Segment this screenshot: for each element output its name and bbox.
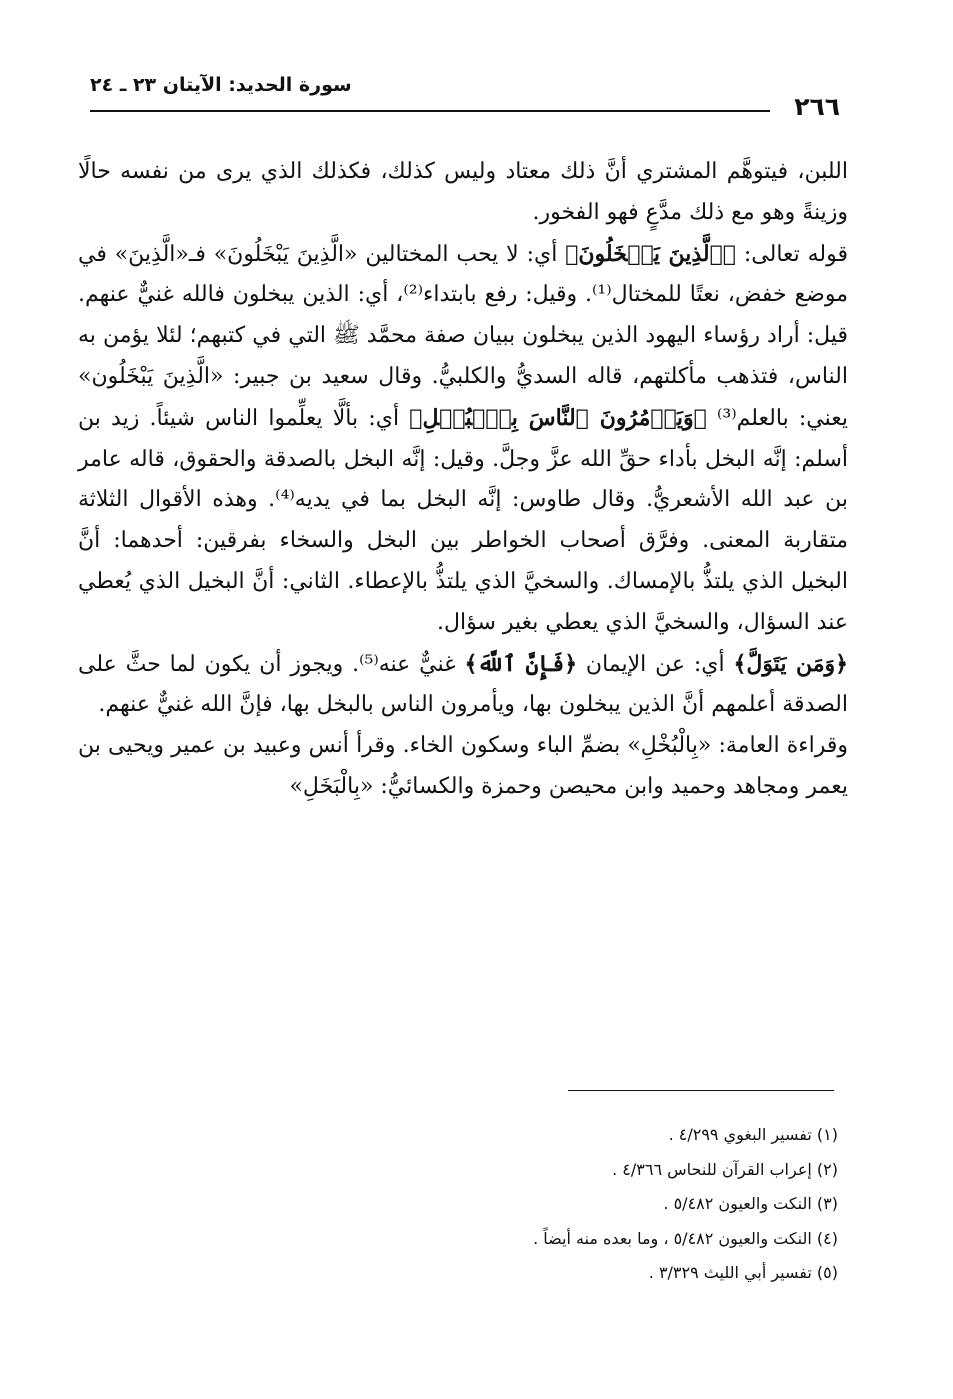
footnote: (١) تفسير البغوي ٤/٢٩٩ . (668, 1125, 838, 1144)
paragraph-3-text: أي: عن الإيمان (577, 651, 734, 677)
paragraph-2 (78, 234, 848, 644)
paragraph-3 (78, 644, 848, 727)
paragraph-3-text-cont: غنيٌّ عنه⁽⁵⁾. ويجوز أن يكون لما حثَّ على الصدقة أعلمهم أنَّ الذين يبخلون بها، ويأمرون الناس بالبخل بها، فإنَّ الله غنيٌّ عنهم. (78, 651, 848, 718)
footnote-separator (568, 1090, 834, 1091)
paragraph-2-intro: قوله تعالى: (736, 241, 849, 267)
paragraph-4: وقراءة العامة: «بِالْبُخْلِ» بضمِّ الباء وسكون الخاء. وقرأ أنس وعبيد بن عمير ويحيى بن يعمر ومجاهد وحميد وابن محيصن وحمزة والكسائيُّ: «بِالْبَخَلِ» (78, 733, 848, 799)
quran-verse: ﴿فَإِنَّ ٱللَّهَ﴾ (464, 650, 578, 677)
header-rule (90, 110, 770, 112)
running-title: سورة الحديد: الآيتان ٢٣ ـ ٢٤ (90, 74, 352, 96)
paragraph-2-text: أي: لا يحب المختالين «الَّذِينَ يَبْخَلُونَ» فـ«الَّذِينَ» في موضع خفض، نعتًا للمختال⁽¹⁾. وقيل: رفع بابتداء⁽²⁾، أي: الذين يبخلون فالله غنيٌّ عنهم. قيل: أراد رؤساء اليهود الذين يبخلون ببيان صفة محمَّد ﷺ التي في كتبهم؛ لئلا يؤمن به الناس، فتذهب مأكلتهم، قاله السديُّ والكلبيُّ. وقال سعيد بن جبير: «الَّذِينَ يَبْخَلُون» يعني: بالعلم⁽³⁾ (78, 241, 849, 431)
footnotes (78, 1118, 838, 1291)
footnote: (٢) إعراب القرآن للنحاس ٤/٣٦٦ . (612, 1159, 838, 1179)
quran-verse: ﴿ٱلَّذِينَ يَبۡخَلُونَ﴾ (565, 240, 736, 267)
quran-verse: ﴿وَيَأۡمُرُونَ ٱلنَّاسَ بِٱلۡبُخۡلِ﴾ (409, 404, 707, 431)
footnote: (٤) النكت والعيون ٥/٤٨٢ ، وما بعده منه أيضاً . (533, 1228, 838, 1248)
quran-verse: ﴿وَمَن يَتَوَلَّ﴾ (733, 650, 848, 677)
page-header (60, 70, 850, 126)
page-number: ٢٦٦ (794, 92, 840, 121)
paragraph-1: اللبن، فيتوهَّم المشتري أنَّ ذلك معتاد وليس كذلك، فكذلك الذي يرى من نفسه حالًا وزينةً وهو مع ذلك مدَّعٍ فهو الفخور. (78, 159, 848, 225)
paragraph-2-text-cont: أي: بألَّا يعلِّموا الناس شيئاً. زيد بن أسلم: إنَّه البخل بأداء حقِّ الله عزَّ وجلَّ. وقيل: إنَّه البخل بالصدقة والحقوق، قاله عامر بن عبد الله الأشعريُّ. وقال طاوس: إنَّه البخل بما في يديه⁽⁴⁾. وهذه الأقوال الثلاثة متقاربة المعنى. وفرَّق أصحاب الخواطر بين البخل والسخاء بفرقين: أحدهما: أنَّ البخيل الذي يلتذُّ بالإمساك. والسخيَّ الذي يلتذُّ بالإعطاء. الثاني: أنَّ البخيل الذي يُعطي عند السؤال، والسخيَّ الذي يعطي بغير سؤال. (78, 405, 848, 635)
footnote: (٥) تفسير أبي الليث ٣/٣٢٩ . (648, 1263, 838, 1282)
footnote: (٣) النكت والعيون ٥/٤٨٢ . (663, 1194, 838, 1213)
main-text (78, 152, 848, 808)
